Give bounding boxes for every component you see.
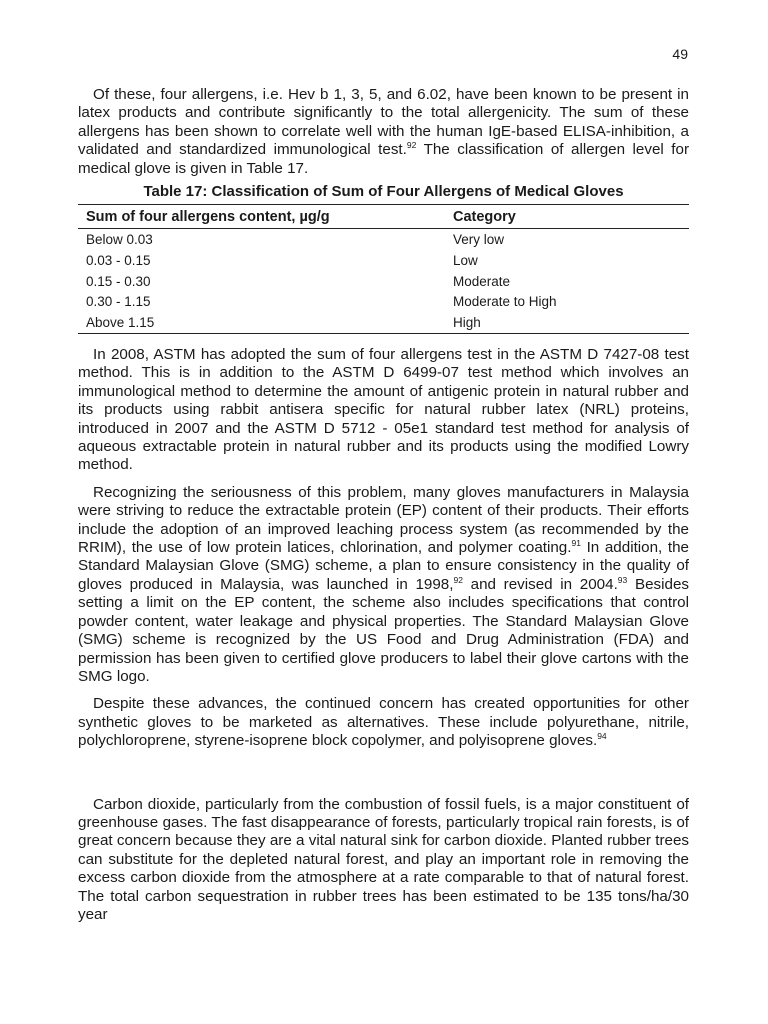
paragraph-carbon: Carbon dioxide, particularly from the combustion of fossil fuels, is a major constituent of greenhouse gases. The fast disappearance of forests, particularly tropical rain forests, is of great concern because they are a vital natural sink for carbon dioxide. Planted rubber trees can substitute for the depleted natural forest, and play an important role in removing the excess carbon dioxide from the atmosphere at a rate comparable to that of natural forest. The total carbon sequestration in rubber trees has been estimated to be 135 tons/ha/30 year [78,795,689,923]
paragraph-text: Despite these advances, the continued concern has created opportunities for other synthetic gloves to be marketed as alternatives. These include polyurethane, nitrile, polychloroprene, styrene-isoprene block copolymer, and polyisoprene gloves. [78,695,689,750]
table-row [78,250,689,271]
paragraph-text: and revised in 2004. [462,575,618,593]
table-row [78,291,689,312]
paragraph-text: Besides setting a limit on the EP content, the scheme also includes specifications that control powder content, water leakage and physical properties. The Standard Malaysian Glove (SMG) scheme is recognized by the US Food and Drug Administration (FDA) and permission has been given to certified glove producers to label their glove cartons with the SMG logo. [78,575,689,685]
page-body [78,86,689,933]
table-row [78,229,689,250]
citation-superscript: 93 [617,574,628,585]
column-header-content: Sum of four allergens content, µg/g [78,205,445,229]
citation-superscript: 92 [453,574,463,585]
table-header-row [78,205,689,229]
paragraph-alternatives [78,695,689,750]
paragraph-text: Of these, four allergens, i.e. Hev b 1, 3, 5, and 6.02, have been known to be present in latex products and contribute significantly to the total allergenicity. The sum of these allergens has been shown to correlate well with the human IgE-based ELISA-inhibition, a validated and standardized immunological test. [78,86,689,159]
table-row [78,271,689,292]
table-cell: Moderate [453,273,511,289]
table-cell: Very low [453,231,505,247]
table-cell: 0.03 - 0.15 [86,252,151,268]
table-cell: Moderate to High [453,294,557,310]
table-cell: 0.15 - 0.30 [86,273,151,289]
citation-superscript: 92 [406,140,417,151]
allergen-classification-table [78,204,689,334]
paragraph-allergens [78,86,689,178]
table-row [78,312,689,333]
table-cell: 0.30 - 1.15 [86,294,151,310]
page-number: 49 [672,46,688,62]
paragraph-text: Recognizing the seriousness of this problem, many gloves manufacturers in Malaysia were striving to reduce the extractable protein (EP) content of their products. Their efforts include the adoption of an improved leaching process system (as recommended by the RRIM), the use of low protein latices, chlorination, and polymer coating. [78,483,689,557]
citation-superscript: 94 [597,731,607,742]
table-caption: Table 17: Classification of Sum of Four Allergens of Medical Gloves [143,183,624,201]
citation-superscript: 91 [571,538,581,549]
table-cell: Below 0.03 [86,231,153,247]
column-header-category: Category [445,205,689,229]
paragraph-smg-scheme [78,484,689,686]
table-cell: Low [453,252,478,268]
paragraph-text: In addition, the Standard Malaysian Glove (SMG) scheme, a plan to ensure consistency in the quality of gloves produced in Malaysia, was launched in 1998, [78,539,690,593]
paragraph-text: The classification of allergen level for medical glove is given in Table 17. [78,141,689,177]
paragraph-astm: In 2008, ASTM has adopted the sum of four allergens test in the ASTM D 7427-08 test method. This is in addition to the ASTM D 6499-07 test method which involves an immunological method to determine the amount of antigenic protein in natural rubber and its products using rabbit antisera specific for natural rubber latex (NRL) proteins, introduced in 2007 and the ASTM D 5712 - 05e1 standard test method for analysis of aqueous extractable protein in natural rubber and its products using the modified Lowry method. [78,346,689,474]
table-cell: Above 1.15 [86,315,155,331]
section-spacer [78,760,689,796]
table-cell: High [453,315,481,331]
